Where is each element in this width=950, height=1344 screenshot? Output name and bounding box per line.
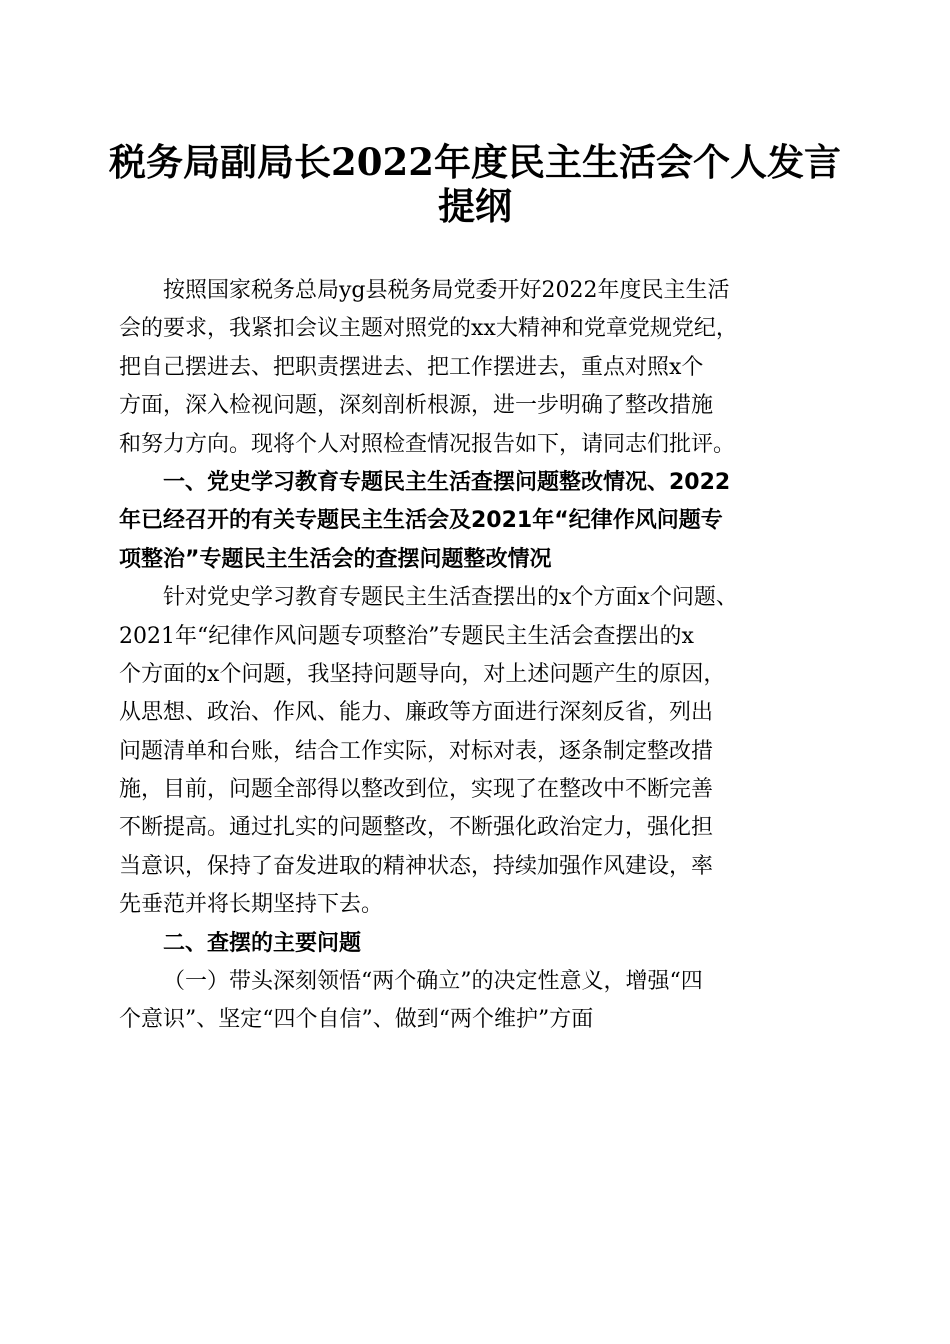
subsection-1-heading-line: （一）带头深刻领悟“两个确立”的决定性意义，增强“四 xyxy=(163,969,703,995)
document-title-line-2: 提纲 xyxy=(438,184,512,228)
section-1-heading-line: 年已经召开的有关专题民主生活会及2021年“纪律作风问题专 xyxy=(119,508,723,534)
section-1-body-line: 当意识，保持了奋发进取的精神状态，持续加强作风建设，率 xyxy=(119,853,714,879)
section-1-body-line: 不断提高。通过扎实的问题整改，不断强化政治定力，强化担 xyxy=(119,815,714,841)
intro-paragraph-line: 按照国家税务总局yg县税务局党委开好2022年度民主生活 xyxy=(163,278,730,303)
section-1-body-line: 从思想、政治、作风、能力、廉政等方面进行深刻反省，列出 xyxy=(119,700,714,726)
intro-paragraph-line: 会的要求，我紧扣会议主题对照党的xx大精神和党章党规党纪， xyxy=(119,316,738,342)
section-1-body-line: 问题清单和台账，结合工作实际，对标对表，逐条制定整改措 xyxy=(119,738,714,764)
section-1-body-line: 2021年“纪律作风问题专项整治”专题民主生活会查摆出的x xyxy=(119,623,694,649)
intro-paragraph-line: 把自己摆进去、把职责摆进去、把工作摆进去，重点对照x个 xyxy=(119,354,704,380)
document-title-line-1: 税务局副局长2022年度民主生活会个人发言 xyxy=(109,140,841,184)
intro-paragraph-line: 方面，深入检视问题，深刻剖析根源，进一步明确了整改措施 xyxy=(119,393,714,419)
section-1-heading-line: 一、党史学习教育专题民主生活查摆问题整改情况、2022 xyxy=(163,469,731,495)
section-1-body-line: 针对党史学习教育专题民主生活查摆出的x个方面x个问题、 xyxy=(163,585,738,611)
section-2-heading: 二、查摆的主要问题 xyxy=(163,930,362,956)
section-1-body-line: 先垂范并将长期坚持下去。 xyxy=(119,892,384,918)
section-1-body-line: 个方面的x个问题，我坚持问题导向，对上述问题产生的原因， xyxy=(119,661,726,687)
subsection-1-heading-line: 个意识”、坚定“四个自信”、做到“两个维护”方面 xyxy=(119,1007,594,1033)
section-1-heading-line: 项整治”专题民主生活会的查摆问题整改情况 xyxy=(119,546,552,572)
intro-paragraph-line: 和努力方向。现将个人对照检查情况报告如下，请同志们批评。 xyxy=(119,431,736,457)
section-1-body-line: 施，目前，问题全部得以整改到位，实现了在整改中不断完善 xyxy=(119,777,714,803)
document-body xyxy=(119,272,833,1040)
